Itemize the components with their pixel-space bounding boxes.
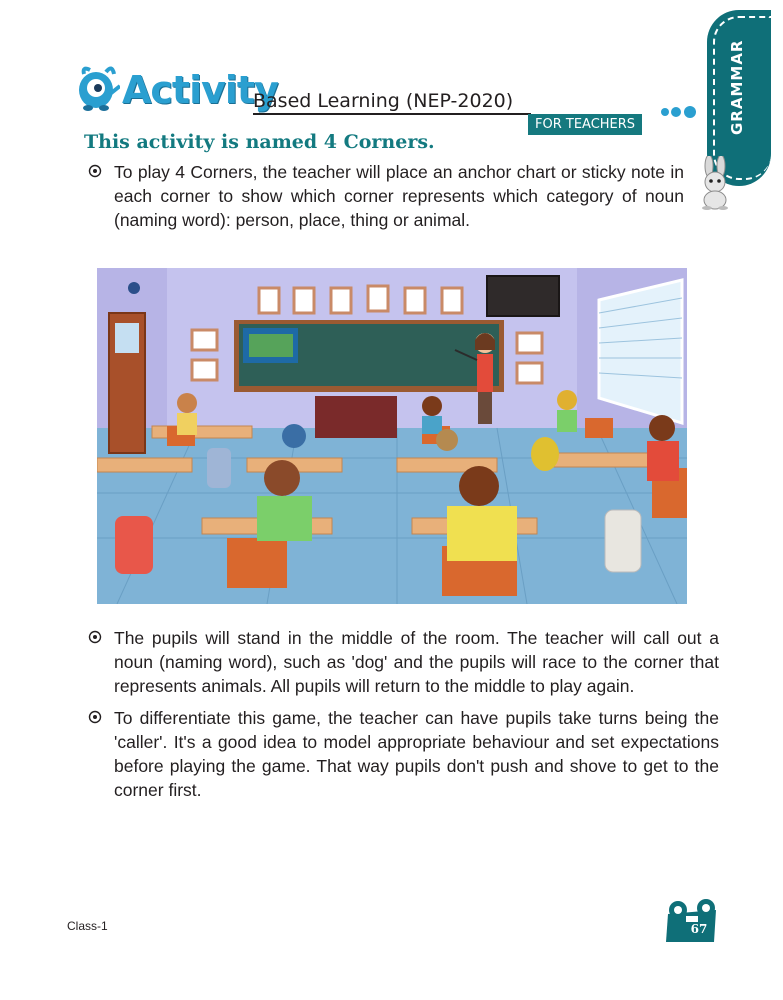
dots-decoration xyxy=(660,104,700,120)
bullet-text: To differentiate this game, the teacher can have pupils take turns being the 'caller'. It's a good idea to model appropriate behaviour and set expectations before playing the game. That way pupils don't push and shove to get to the corner first. xyxy=(114,708,719,800)
bullet-circle-icon xyxy=(88,630,102,644)
page-badge-icon xyxy=(664,898,720,944)
for-teachers-badge: FOR TEACHERS xyxy=(528,114,642,135)
grammar-tab-label: GRAMMAR xyxy=(728,39,746,135)
mascot-icon xyxy=(76,64,120,112)
subtitle-underline xyxy=(253,113,531,115)
page-number: 67 xyxy=(690,922,708,936)
class-label: Class-1 xyxy=(67,919,108,933)
bullet-text: To play 4 Corners, the teacher will place an anchor chart or sticky note in each corner to show which corner represents which category of noun (naming word): person, place, thing or animal. xyxy=(114,162,684,230)
classroom-illustration xyxy=(97,268,687,604)
bullet-circle-icon xyxy=(88,710,102,724)
bunny-icon xyxy=(693,156,737,210)
activity-title: This activity is named 4 Corners. xyxy=(84,131,435,153)
bullet-circle-icon xyxy=(88,164,102,178)
subtitle: Based Learning (NEP-2020) xyxy=(253,90,514,112)
activity-heading: Activity xyxy=(122,68,278,112)
bullet-text: The pupils will stand in the middle of the room. The teacher will call out a noun (naming word), such as 'dog' and the pupils will race to the corner that represents animals. All pupils will return to the middle to play again. xyxy=(114,628,719,696)
